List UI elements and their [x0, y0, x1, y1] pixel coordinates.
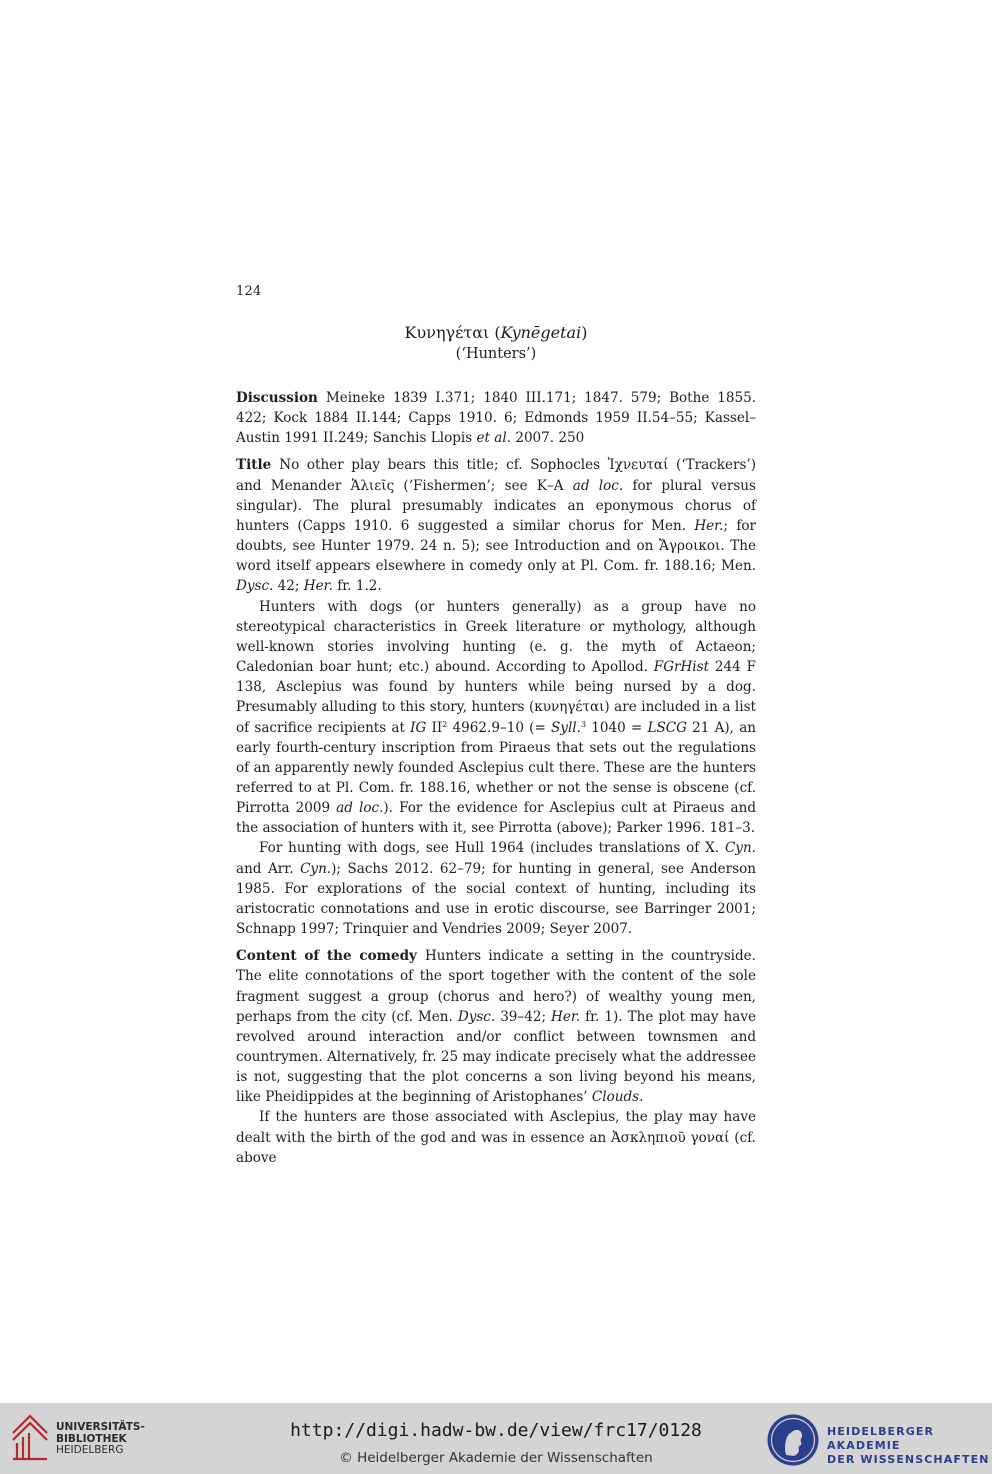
content-heading: Content of the comedy: [236, 948, 417, 965]
title-paragraph-1: Title No other play bears this title; cf. Sophocles Ἰχνευταί (‘Trackers’) and Menander Ἁλιεῖς (‘Fishermen’; see K–A ad loc. for plural versus singular). The plural presumably indicates an eponymous chorus of hunters (Capps 1910. 6 suggested a similar chorus for Men. Her.; for doubts, see Hunter 1979. 24 n. 5); see Introduction and on Ἄγροικοι. The word itself appears elsewhere in comedy only at Pl. Com. fr. 188.16; Men. Dysc. 42; Her. fr. 1.2.: [236, 457, 756, 595]
title-paragraph-2: Hunters with dogs (or hunters generally) as a group have no stereotypical characteristics in Greek literature or mythology, although well-known stories involving hunting (e. g. the myth of Actaeon; Caledonian boar hunt; etc.) abound. According to Apollod. FGrHist 244 F 138, Asclepius was found by hunters while being nursed by a dog. Presumably alluding to this story, hunters (κυνηγέται) are included in a list of sacrifice recipients at IG $II^2$ 4962.9–10 (= Syll.$^3$ 1040 = LSCG 21 A), an early fourth-century inscription from Piraeus that sets out the regulations of an apparently newly founded Asclepius cult there. These are the hunters referred to at Pl. Com. fr. 188.16, whether or not the sense is obscene (cf. Pirrotta 2009 ad loc.). For the evidence for Asclepius cult at Piraeus and the association of hunters with it, see Pirrotta (above); Parker 1996. 181–3.: [236, 598, 757, 837]
play-title-greek: Κυνηγέται: [404, 323, 490, 342]
academy-seal-icon[interactable]: [766, 1413, 820, 1467]
commentary-body: [236, 388, 756, 1168]
title-paragraph-3: For hunting with dogs, see Hull 1964 (includes translations of X. Cyn. and Arr. Cyn.); Sachs 2012. 62–79; for hunting in general, see Anderson 1985. For explorations of the social context of hunting, including its aristocratic connotations and use in erotic discourse, see Barringer 2001; Schnapp 1997; Trinquier and Vendries 2009; Seyer 2007.: [236, 840, 756, 938]
academy-name: HEIDELBERGER AKADEMIE DER WISSENSCHAFTEN: [827, 1425, 990, 1466]
page-number: 124: [236, 284, 262, 299]
permalink-url[interactable]: http://digi.hadw-bw.de/view/frc17/0128: [290, 1420, 702, 1441]
title-heading: Title: [236, 457, 272, 474]
content-paragraph-1: Content of the comedy Hunters indicate a setting in the countryside. The elite connotations of the sport together with the content of the sole fragment suggest a group (chorus and hero?) of wealthy young men, perhaps from the city (cf. Men. Dysc. 39–42; Her. fr. 1). The plot may have revolved around interaction and/or conflict between townsmen and countrymen. Alternatively, fr. 25 may indicate precisely what the addressee is not, suggesting that the plot concerns a son living beyond his means, like Pheidippides at the beginning of Aristophanes’ Clouds.: [236, 948, 756, 1106]
content-paragraph-2: If the hunters are those associated with Asclepius, the play may have dealt with the birth of the god and was in essence an Ἀσκληπιοῦ γοναί (cf. above: [236, 1109, 756, 1166]
play-title-translit: Kynēgetai: [500, 323, 582, 342]
university-library-name: UNIVERSITÄTS- BIBLIOTHEK HEIDELBERG: [56, 1421, 145, 1456]
play-title: Κυνηγέται (Kynēgetai): [404, 323, 588, 342]
discussion-heading: Discussion: [236, 390, 318, 406]
title-block: [236, 322, 756, 364]
university-library-logo-icon[interactable]: [10, 1413, 50, 1461]
copyright-notice: © Heidelberger Akademie der Wissenschaften: [339, 1450, 653, 1466]
footer-bar: [0, 1403, 992, 1474]
play-subtitle: (‘Hunters’): [455, 346, 537, 362]
discussion-paragraph: Discussion Meineke 1839 I.371; 1840 III.171; 1847. 579; Bothe 1855. 422; Kock 1884 II.144; Capps 1910. 6; Edmonds 1959 II.54–55; Kassel–Austin 1991 II.249; Sanchis Llopis et al. 2007. 250: [236, 390, 756, 447]
